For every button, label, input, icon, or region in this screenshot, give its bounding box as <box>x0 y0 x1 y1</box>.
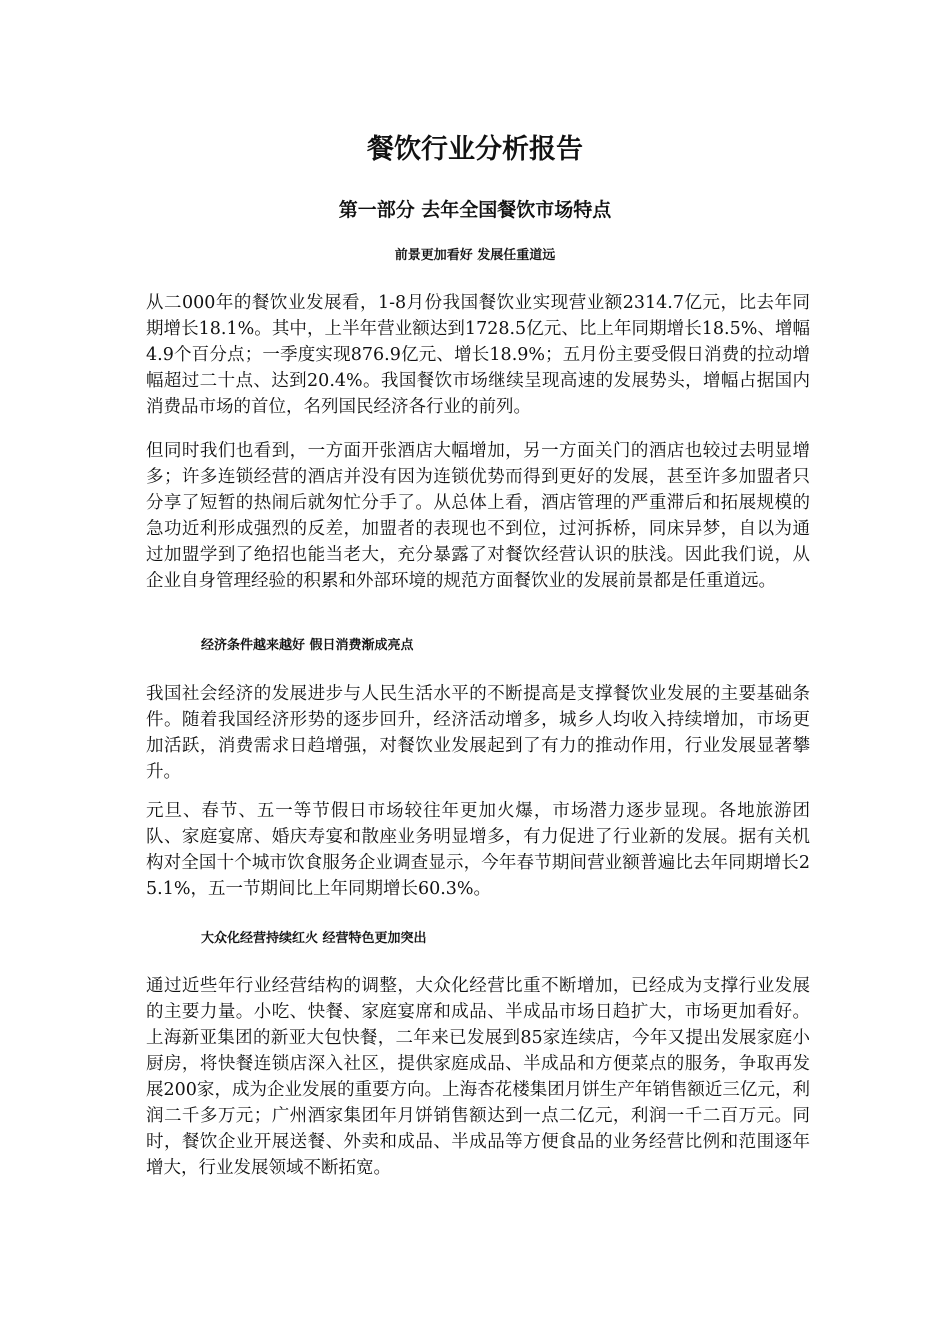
paragraph: 但同时我们也看到，一方面开张酒店大幅增加，另一方面关门的酒店也较过去明显增多；许多连锁经营的酒店并没有因为连锁优势而得到更好的发展，甚至许多加盟者只分享了短暂的热闹后就匆忙分手了。从总体上看，酒店管理的严重滞后和拓展规模的急功近利形成强烈的反差，加盟者的表现也不到位，过河拆桥，同床异梦，自以为通过加盟学到了绝招也能当老大，充分暴露了对餐饮经营认识的肤浅。因此我们说，从企业自身管理经验的积累和外部环境的规范方面餐饮业的发展前景都是任重道远。 <box>146 441 810 591</box>
paragraph: 元旦、春节、五一等节假日市场较往年更加火爆，市场潜力逐步显现。各地旅游团队、家庭宴席、婚庆寿宴和散座业务明显增多，有力促进了行业新的发展。据有关机构对全国十个城市饮食服务企业调查显示，今年春节期间营业额普遍比去年同期增长25.1%，五一节期间比上年同期增长60.3%。 <box>146 801 810 899</box>
section-heading: 经济条件越来越好 假日消费渐成亮点 <box>201 638 414 653</box>
paragraph: 从二000年的餐饮业发展看，1-8月份我国餐饮业实现营业额2314.7亿元，比去年同期增长18.1%。其中，上半年营业额达到1728.5亿元、比上年同期增长18.5%、增幅4.9个百分点；一季度实现876.9亿元、增长18.9%；五月份主要受假日消费的拉动增幅超过二十点、达到20.4%。我国餐饮市场继续呈现高速的发展势头，增幅占据国内消费品市场的首位，名列国民经济各行业的前列。 <box>146 293 810 417</box>
paragraph: 我国社会经济的发展进步与人民生活水平的不断提高是支撑餐饮业发展的主要基础条件。随着我国经济形势的逐步回升，经济活动增多，城乡人均收入持续增加，市场更加活跃，消费需求日趋增强，对餐饮业发展起到了有力的推动作用，行业发展显著攀升。 <box>146 684 810 782</box>
paragraph: 通过近些年行业经营结构的调整，大众化经营比重不断增加，已经成为支撑行业发展的主要力量。小吃、快餐、家庭宴席和成品、半成品市场日趋扩大，市场更加看好。上海新亚集团的新亚大包快餐，二年来已发展到85家连续店，今年又提出发展家庭小厨房，将快餐连锁店深入社区，提供家庭成品、半成品和方便菜点的服务，争取再发展200家，成为企业发展的重要方向。上海杏花楼集团月饼生产年销售额近三亿元，利润二千多万元；广州酒家集团年月饼销售额达到一点二亿元，利润一千二百万元。同时，餐饮企业开展送餐、外卖和成品、半成品等方便食品的业务经营比例和范围逐年增大，行业发展领域不断拓宽。 <box>146 976 810 1178</box>
section-heading: 前景更加看好 发展任重道远 <box>394 248 556 263</box>
part-title: 第一部分 去年全国餐饮市场特点 <box>338 199 612 221</box>
document-title: 餐饮行业分析报告 <box>367 134 583 165</box>
section-heading: 大众化经营持续红火 经营特色更加突出 <box>201 931 427 946</box>
